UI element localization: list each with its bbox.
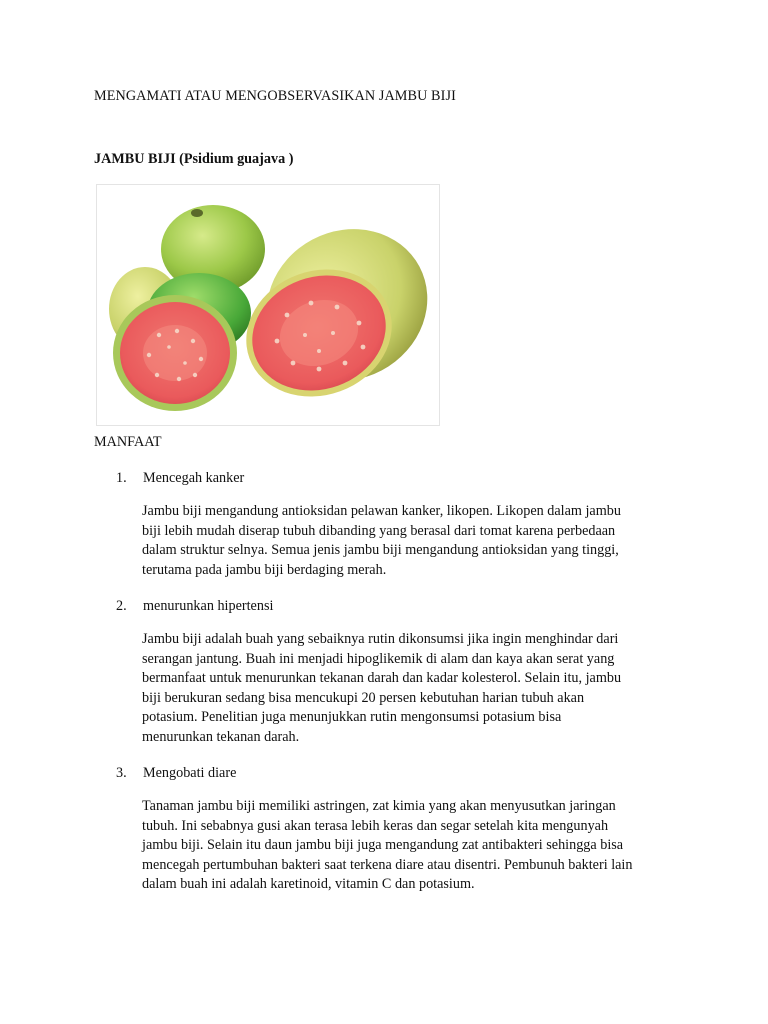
paragraph-line: Tanaman jambu biji memiliki astringen, zat kimia yang akan menyusutkan jaringan — [142, 798, 616, 814]
paragraph-line: terutama pada jambu biji berdaging merah. — [142, 561, 387, 578]
paragraph-line: biji lebih mudah diserap tubuh dibanding yang berasal dari tomat karena perbedaan — [142, 522, 616, 539]
paragraph-line: mencegah pertumbuhan bakteri saat terkena diare atau disentri. Pembunuh bakteri lain — [142, 856, 633, 873]
benefit-heading — [116, 470, 244, 487]
benefit-number: 2. — [116, 598, 127, 614]
benefit-title: menurunkan hipertensi — [143, 598, 274, 614]
guava-illustration — [97, 185, 439, 425]
paragraph-line: bermanfaat untuk menurunkan tekanan darah dan kadar kolesterol. Selain itu, jambu — [142, 670, 622, 687]
benefit-heading — [116, 765, 236, 782]
benefit-heading — [116, 598, 273, 615]
guava-image — [96, 184, 440, 426]
paragraph-line: biji berukuran sedang bisa mencukupi 20 persen kebutuhan harian tubuh akan — [142, 689, 585, 706]
paragraph-line: dalam buah ini adalah karetinoid, vitamin C dan potasium. — [142, 876, 475, 893]
document-subtitle: JAMBU BIJI (Psidium guajava ) — [94, 151, 294, 167]
paragraph-line: Jambu biji mengandung antioksidan pelawan kanker, likopen. Likopen dalam jambu — [142, 503, 621, 519]
paragraph-line: jambu biji. Selain itu daun jambu biji juga mengandung zat antibakteri sehingga bisa — [142, 837, 624, 854]
paragraph-line: dalam struktur selnya. Semua jenis jambu biji mengandung antioksidan yang tinggi, — [142, 542, 619, 559]
benefit-paragraph — [142, 630, 702, 748]
section-heading-manfaat: MANFAAT — [94, 434, 162, 450]
paragraph-line: menurunkan tekanan darah. — [142, 728, 300, 745]
benefit-number: 1. — [116, 470, 127, 486]
benefit-paragraph — [142, 797, 702, 895]
paragraph-line: Jambu biji adalah buah yang sebaiknya rutin dikonsumsi jika ingin menghindar dari — [142, 631, 619, 647]
paragraph-line: potasium. Penelitian juga menunjukkan rutin mengonsumsi potasium bisa — [142, 709, 562, 726]
paragraph-line: serangan jantung. Buah ini menjadi hipoglikemik di alam dan kaya akan serat yang — [142, 650, 615, 667]
benefit-title: Mencegah kanker — [143, 470, 245, 486]
benefit-title: Mengobati diare — [143, 765, 237, 781]
document-title: MENGAMATI ATAU MENGOBSERVASIKAN JAMBU BIJI — [94, 88, 456, 104]
paragraph-line: tubuh. Ini sebabnya gusi akan terasa lebih keras dan segar setelah kita mengunyah — [142, 817, 609, 834]
benefit-number: 3. — [116, 765, 127, 781]
benefit-paragraph — [142, 502, 702, 580]
